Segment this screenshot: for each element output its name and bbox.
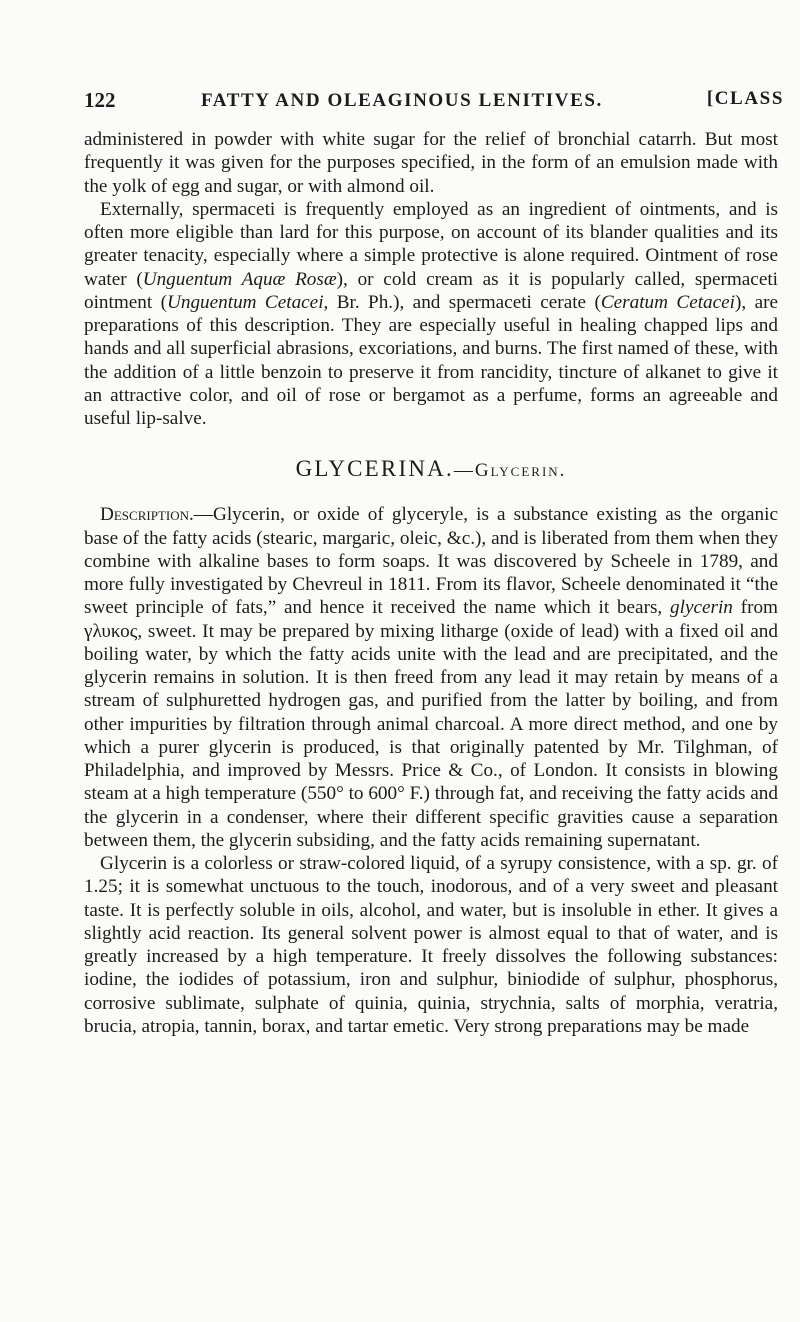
paragraph-text: Br. Ph.), and spermaceti cerate ( [328, 291, 601, 313]
page-number: 122 [84, 88, 116, 112]
page-body [84, 128, 778, 1038]
paragraph-text: ), are preparations of this description. They are especially useful in healing chapped lips and hands and all superficial abrasions, excoriations, and burns. The first named of these, with the addition of a little benzoin to preserve it from rancidity, tincture of alkanet to give it an attractive color, and oil of rose or bergamot as a perfume, forms an agreeable and useful lip-salve. [84, 291, 779, 429]
heading-main: GLYCERINA. [295, 456, 454, 482]
section-heading [84, 455, 778, 485]
running-title: FATTY AND OLEAGINOUS LENITIVES. [201, 90, 603, 111]
latin-term: Ceratum Cetacei [600, 291, 735, 313]
paragraph-externally [84, 198, 778, 431]
latin-term: Unguentum Cetacei, [167, 291, 329, 313]
paragraph-description [84, 503, 778, 852]
description-label: Description. [100, 504, 194, 526]
heading-sub: —Glycerin. [453, 460, 567, 482]
paragraph-text: ), or cold cream as it is popularly called, spermaceti ointment ( [84, 268, 778, 313]
running-head [84, 88, 784, 116]
paragraph-properties [84, 852, 778, 1038]
italic-term: glycerin [670, 597, 733, 619]
paragraph-text: Glycerin is a colorless or straw-colored liquid, of a syrupy consistence, with a sp. gr. of 1.25; it is somewhat unctuous to the touch, inodorous, and of a very sweet and pleasant taste. It is perfectly soluble in oils, alcohol, and water, but is insoluble in ether. It gives a slightly acid reaction. Its general solvent power is almost equal to that of water, and is greatly increased by a high temperature. It freely dissolves the following substances: iodine, the iodides of potassium, iron and sulphur, biniodide of sulphur, phosphorus, corrosive sublimate, sulphate of quinia, quinia, strychnia, salts of morphia, veratria, brucia, atropia, tannin, borax, and tartar emetic. Very strong preparations may be made [84, 853, 778, 1037]
paragraph-text: —Glycerin, or oxide of glyceryle, is a substance existing as the organic base of the fatty acids (stearic, margaric, oleic, &c.), and is liberated from them when they combine with alkaline bases to form soaps. It was discovered by Scheele in 1789, and more fully investigated by Chevreul in 1811. From its flavor, Scheele denominated it “the sweet principle of fats,” and hence it received the name which it bears, [84, 504, 778, 619]
paragraph-continued [84, 128, 778, 198]
paragraph-text: Externally, spermaceti is frequently employed as an ingredient of ointments, and is often more eligible than lard for this purpose, on account of its blander qualities and its greater tenacity, especially where a simple protective is alone required. Ointment of rose water ( [84, 198, 778, 290]
class-label: [CLASS [706, 88, 784, 109]
latin-term: Unguentum Aquæ Rosæ [142, 268, 337, 290]
paragraph-text: administered in powder with white sugar for the relief of bronchial catarrh. But most frequently it was given for the purposes specified, in the form of an emulsion made with the yolk of egg and sugar, or with almond oil. [84, 129, 778, 197]
paragraph-text: from γλυκος, sweet. It may be prepared by mixing litharge (oxide of lead) with a fixed oil and boiling water, by which the fatty acids unite with the lead and are precipitated, and the glycerin remains in solution. It is then freed from any lead it may retain by means of a stream of sulphuretted hydrogen gas, and purified from the latter by boiling, and from other impurities by filtration through animal charcoal. A more direct method, and one by which a purer glycerin is produced, is that originally patented by Mr. Tilghman, of Philadelphia, and improved by Messrs. Price & Co., of London. It consists in blowing steam at a high temperature (550° to 600° F.) through fat, and receiving the fatty acids and the glycerin in a condenser, where their different specific gravities cause a separation between them, the glycerin subsiding, and the fatty acids remaining supernatant. [84, 597, 778, 851]
